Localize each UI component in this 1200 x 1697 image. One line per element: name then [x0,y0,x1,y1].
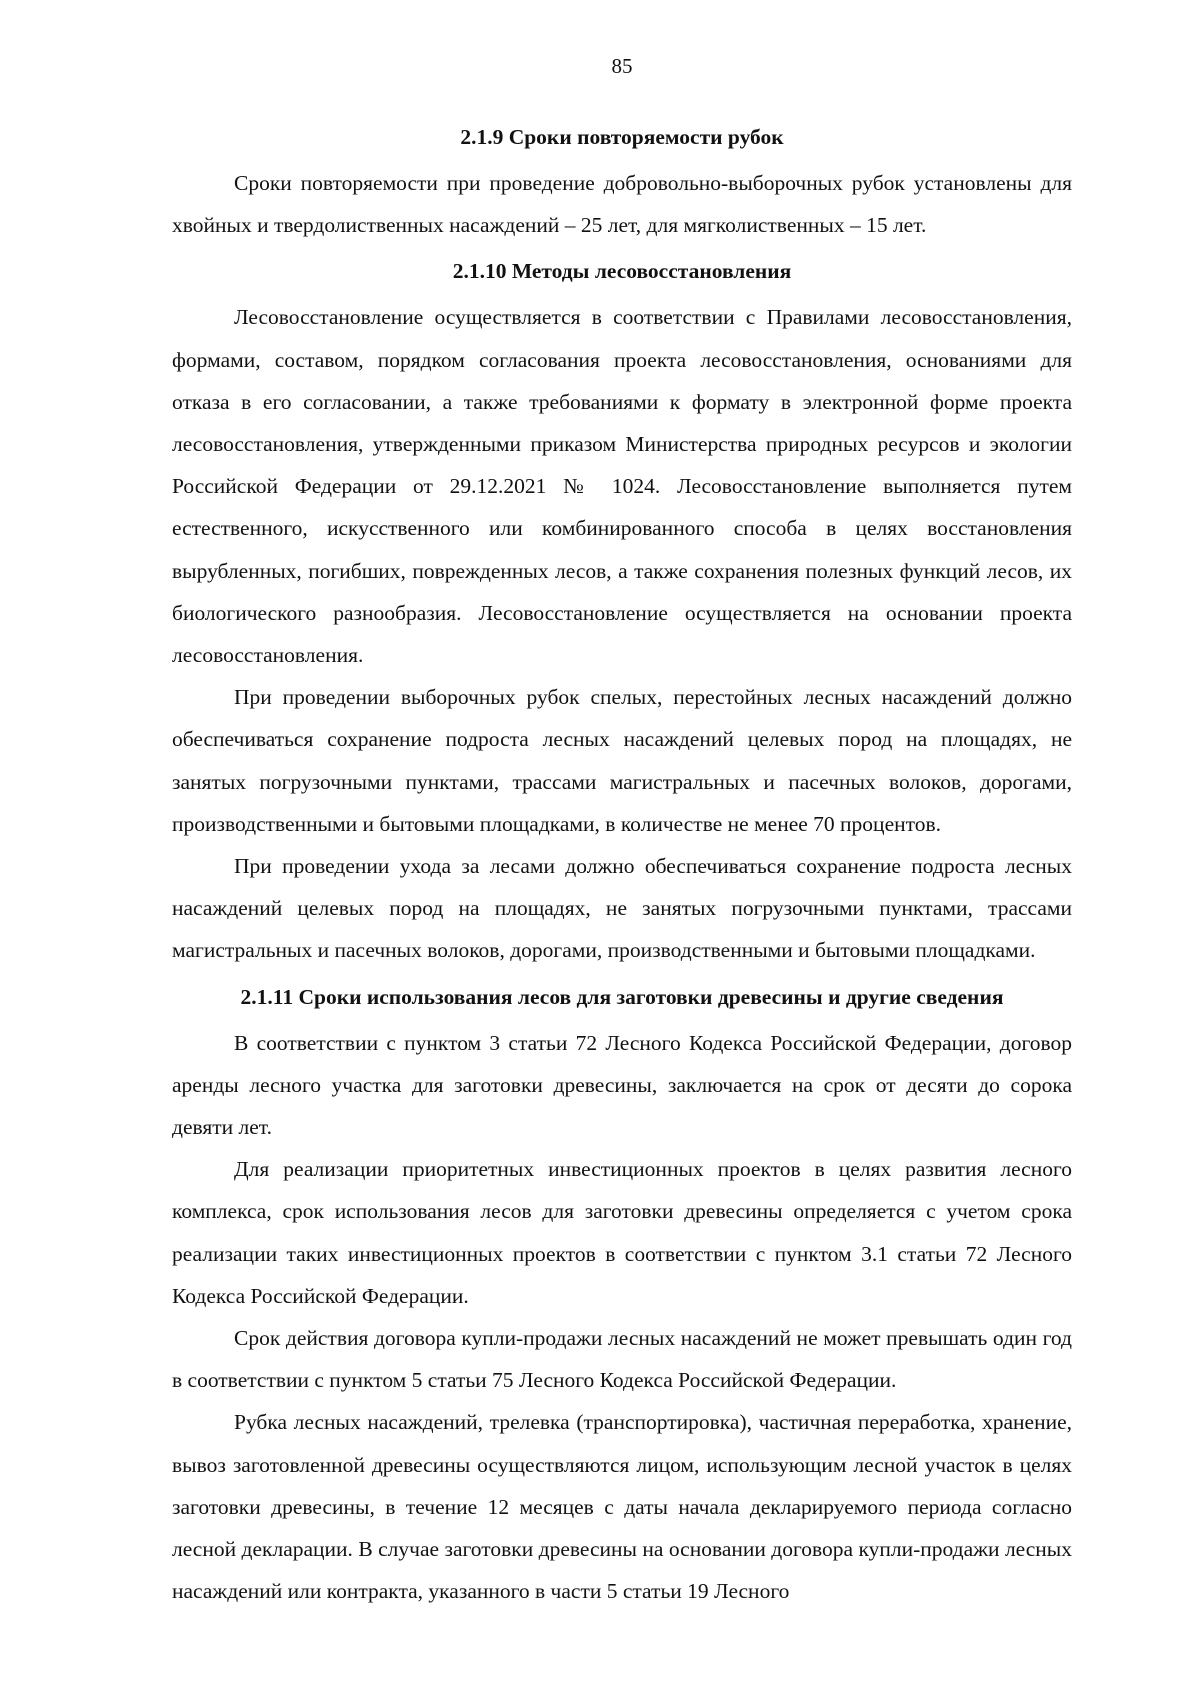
page-number: 85 [611,54,633,78]
section-heading-2-1-9: 2.1.9 Сроки повторяемости рубок [460,125,784,149]
paragraph: Для реализации приоритетных инвестиционных проектов в целях развития лесного комплекса, срок использования лесов для заготовки древесины определяется с учетом срока реализации таких инвестиционных проектов в соответствии с пунктом 3.1 статьи 72 Лесного Кодекса Российской Федерации. [172,1157,1072,1308]
paragraph: Срок действия договора купли-продажи лесных насаждений не может превышать один год в соответствии с пунктом 5 статьи 75 Лесного Кодекса Российской Федерации. [172,1326,1072,1393]
paragraph: Лесовосстановление осуществляется в соответствии с Правилами лесовосстановления, формами, составом, порядком согласования проекта лесовосстановления, основаниями для отказа в его согласовании, а также требованиями к формату в электронной форме проекта лесовосстановления, утвержденными приказом Министерства природных ресурсов и экологии Российской Федерации от 29.12.2021 № 1024. Лесовосстановление выполняется путем естественного, искусственного или комбинированного способа в целях восстановления вырубленных, погибших, поврежденных лесов, а также сохранения полезных функций лесов, их биологического разнообразия. Лесовосстановление осуществляется на основании проекта лесовосстановления. [172,305,1072,668]
paragraph: В соответствии с пунктом 3 статьи 72 Лесного Кодекса Российской Федерации, договор аренды лесного участка для заготовки древесины, заключается на срок от десяти до сорока девяти лет. [172,1030,1072,1140]
paragraph: Рубка лесных насаждений, трелевка (транспортировка), частичная переработка, хранение, вывоз заготовленной древесины осуществляются лицом, использующим лесной участок в целях заготовки древесины, в течение 12 месяцев с даты начала декларируемого периода согласно лесной декларации. В случае заготовки древесины на основании договора купли-продажи лесных насаждений или контракта, указанного в части 5 статьи 19 Лесного [172,1410,1072,1604]
section-heading-2-1-11: 2.1.11 Сроки использования лесов для заготовки древесины и другие сведения [240,984,1004,1009]
paragraph: Сроки повторяемости при проведение добровольно-выборочных рубок установлены для хвойных и твердолиственных насаждений – 25 лет, для мягколиственных – 15 лет. [172,171,1072,238]
paragraph: При проведении выборочных рубок спелых, перестойных лесных насаждений должно обеспечиваться сохранение подроста лесных насаждений целевых пород на площадях, не занятых погрузочными пунктами, трассами магистральных и пасечных волоков, дорогами, производственными и бытовыми площадками, в количестве не менее 70 процентов. [172,685,1072,836]
paragraph: При проведении ухода за лесами должно обеспечиваться сохранение подроста лесных насаждений целевых пород на площадях, не занятых погрузочными пунктами, трассами магистральных и пасечных волоков, дорогами, производственными и бытовыми площадками. [172,854,1072,963]
section-heading-2-1-10: 2.1.10 Методы лесовосстановления [452,259,792,284]
